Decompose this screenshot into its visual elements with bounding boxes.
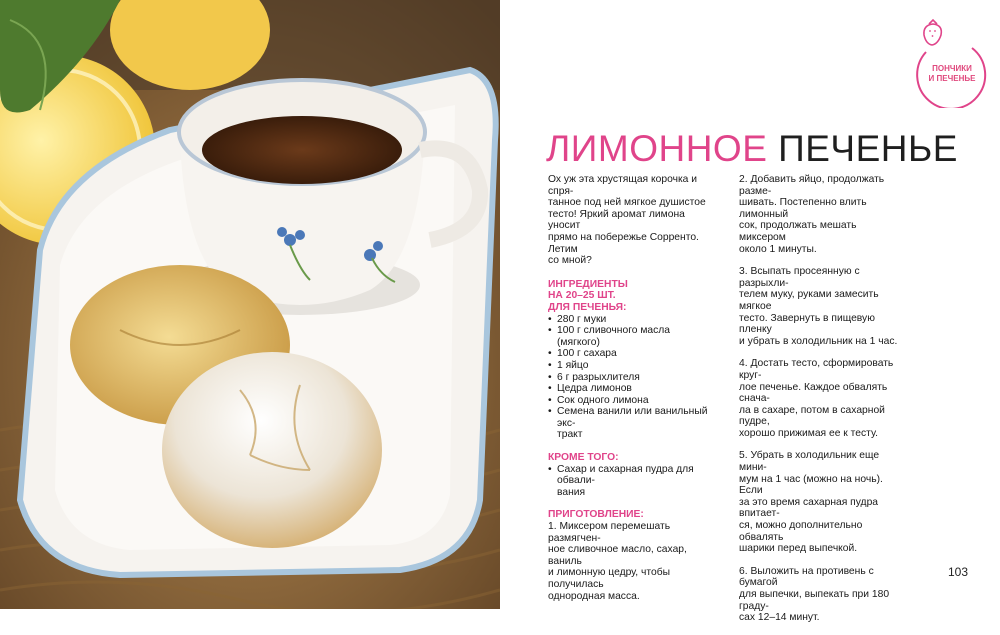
step-line: ла в сахаре, потом в сахарной пудре, [739, 404, 885, 428]
ingredients-heading-line: ДЛЯ ПЕЧЕНЬЯ: [548, 301, 627, 313]
step-line: 3. Всыпать просеянную с разрыхли- [739, 266, 860, 289]
step-line: 4. Достать тесто, сформировать круг- [739, 358, 894, 381]
step-6 [739, 566, 901, 624]
section-badge [910, 18, 988, 108]
intro-line: танное под ней мягкое душистое [548, 197, 706, 209]
title-part2: ПЕЧЕНЬЕ [778, 128, 958, 169]
step-line: шивать. Постепенно влить лимонный [739, 197, 867, 220]
besides-list [548, 464, 710, 487]
step-5 [739, 450, 901, 554]
step-line: однородная масса. [548, 590, 640, 602]
preparation-section [548, 509, 710, 602]
intro-line: Ох уж эта хрустящая корочка и спря- [548, 174, 698, 197]
recipe-page [500, 0, 1000, 624]
step-line: хорошо прижимая ее к тесту. [739, 427, 878, 439]
step-line: тесто. Завернуть в пищевую пленку [739, 312, 875, 336]
title-part1: ЛИМОННОЕ [546, 128, 768, 169]
step-line: около 1 минуты. [739, 243, 817, 255]
step-line: сах 12–14 минут. [739, 612, 820, 624]
left-column [548, 174, 710, 613]
intro-line: со мной? [548, 255, 592, 267]
ingredient-item: • 280 г муки [548, 314, 710, 326]
ingredient-item: • 100 г сливочного масла (мягкого) [548, 325, 710, 348]
intro-text [548, 174, 710, 267]
intro-line: тесто! Яркий аромат лимона уносит [548, 208, 685, 232]
recipe-title [546, 128, 958, 170]
ingredient-item: • 1 яйцо [548, 360, 710, 372]
lemon-cookies-photo [0, 0, 500, 609]
ingredients-section [548, 279, 710, 441]
step-line: 6. Выложить на противень с бумагой [739, 565, 874, 589]
badge-label [924, 64, 980, 84]
step-line: 1. Миксером перемешать размягчен- [548, 521, 671, 544]
ingredients-heading-line: ИНГРЕДИЕНТЫ [548, 278, 628, 290]
besides-section [548, 452, 710, 498]
step-line: ся, можно дополнительно обвалять [739, 520, 863, 543]
step-line: мум на 1 час (можно на ночь). Если [739, 473, 883, 497]
step-line: лое печенье. Каждое обвалять снача- [739, 381, 888, 405]
ingredient-item: • Цедра лимонов [548, 383, 710, 395]
step-1 [548, 521, 710, 602]
badge-label-line1: ПОНЧИКИ [932, 64, 972, 73]
ingredient-item: • 100 г сахара [548, 348, 710, 360]
ingredients-heading [548, 279, 710, 314]
step-line: и лимонную цедру, чтобы получилась [548, 567, 671, 590]
ingredients-list [548, 314, 710, 430]
step-line: шарики перед выпечкой. [739, 543, 858, 555]
besides-item-continuation: вания [557, 486, 586, 498]
step-line: 5. Убрать в холодильник еще мини- [739, 450, 880, 474]
besides-item: • Сахар и сахарная пудра для обвали- [548, 464, 710, 487]
badge-circle [910, 18, 988, 108]
preparation-heading: ПРИГОТОВЛЕНИЕ: [548, 509, 644, 521]
step-3 [739, 266, 901, 347]
step-2 [739, 174, 901, 255]
step-line: ное сливочное масло, сахар, ваниль [548, 544, 687, 567]
ingredient-item: • Семена ванили или ванильный экс- [548, 406, 710, 429]
step-line: телем муку, руками замесить мягкое [739, 289, 879, 312]
ingredients-heading-line: НА 20–25 ШТ. [548, 290, 616, 302]
besides-heading: КРОМЕ ТОГО: [548, 452, 619, 464]
strawberry-icon [924, 20, 941, 45]
ingredient-item-continuation: тракт [557, 429, 583, 441]
page-number: 103 [948, 565, 969, 579]
step-4 [739, 358, 901, 439]
ingredient-item: • Сок одного лимона [548, 395, 710, 407]
step-line: 2. Добавить яйцо, продолжать разме- [739, 174, 885, 197]
ingredient-item: • 6 г разрыхлителя [548, 372, 710, 384]
step-line: для выпечки, выпекать при 180 граду- [739, 589, 890, 612]
right-column [739, 174, 901, 635]
step-line: и убрать в холодильник на 1 час. [739, 335, 898, 347]
intro-line: прямо на побережье Сорренто. Летим [548, 231, 699, 255]
step-line: сок, продолжать мешать миксером [739, 220, 857, 243]
badge-label-line2: И ПЕЧЕНЬЕ [928, 74, 976, 83]
step-line: за это время сахарная пудра впитает- [739, 496, 879, 520]
recipe-photo [0, 0, 500, 609]
